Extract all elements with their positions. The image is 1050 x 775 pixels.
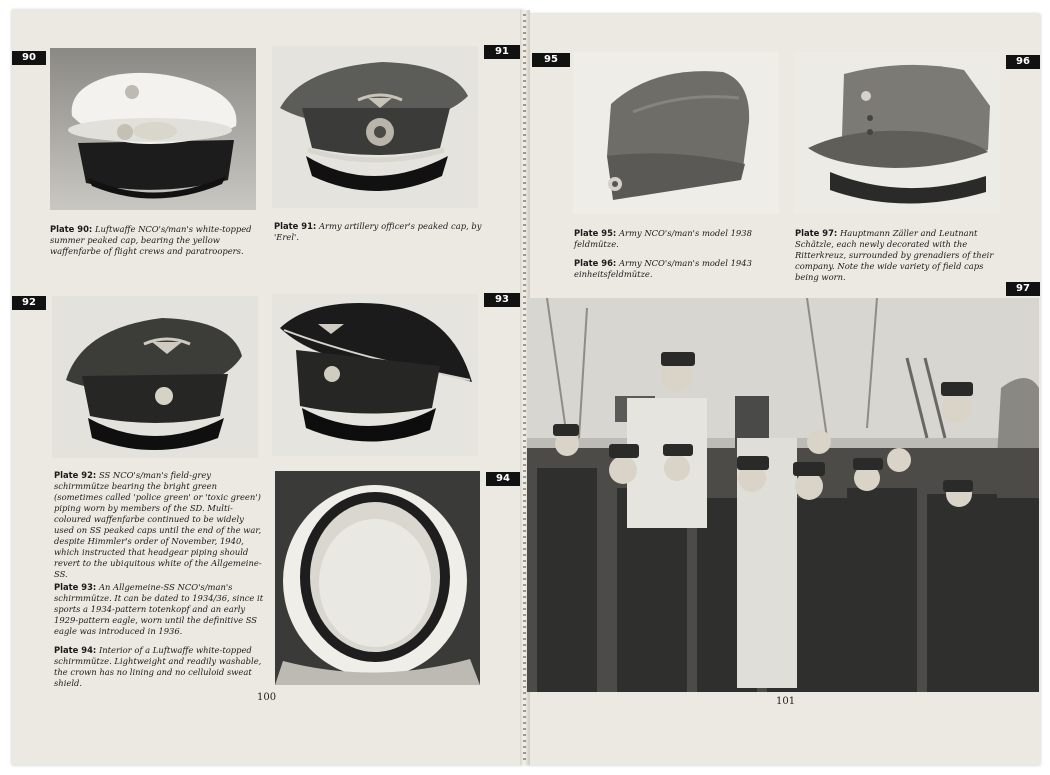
- plate-93-photo: [272, 294, 478, 456]
- caption-text: Army artillery officer's peaked cap, by 'Erel'.: [274, 221, 482, 242]
- caption-text: Hauptmann Zäller and Leutnant Schätzle, each newly decorated with the Ritterkreuz, surrounded by grenadiers of their company. Note the wide variety of field caps being worn.: [795, 228, 994, 282]
- caption-label: Plate 96:: [574, 258, 617, 268]
- plate-number-tag: 91: [484, 45, 520, 59]
- plate-number-tag: 92: [12, 296, 46, 310]
- caption-label: Plate 91:: [274, 221, 317, 231]
- plate-90-caption: [50, 224, 260, 265]
- plate-number-tag: 90: [12, 51, 46, 65]
- plate-93-94-captions: [54, 582, 264, 697]
- caption-label: Plate 94:: [54, 645, 97, 655]
- plate-91-caption: [274, 221, 484, 251]
- plate-91-photo: [272, 46, 478, 208]
- page-number: 101: [776, 696, 796, 707]
- caption-label: Plate 90:: [50, 224, 93, 234]
- caption-text: SS NCO's/man's field-grey schirmmütze bearing the bright green (sometimes called 'police green' or 'toxic green') piping worn by members of the SD. Multi-coloured waffenfarbe continued to be widely used on SS peaked caps until the end of the war, despite Himmler's order of November, 1940, which instructed that headgear piping should revert to the ubiquitous white of the Allgemeine-SS.: [54, 470, 262, 579]
- spine-binding: [523, 14, 526, 762]
- plate-95-96-captions: [574, 228, 784, 288]
- caption-text: An Allgemeine-SS NCO's/man's schirmmütze. It can be dated to 1934/36, since it sports a 1934-pattern totenkopf and an early 1929-pattern eagle, worn until the definitive SS eagle was introduced in 1936.: [54, 582, 264, 636]
- plate-92-caption: [54, 470, 262, 588]
- plate-95-photo: [573, 52, 779, 214]
- plate-90-photo: [50, 48, 256, 210]
- plate-94-photo: [275, 471, 480, 685]
- caption-text: Army NCO's/man's model 1938 feldmütze.: [574, 228, 752, 249]
- plate-number-tag: 95: [532, 53, 570, 67]
- caption-label: Plate 93:: [54, 582, 97, 592]
- plate-number-tag: 94: [486, 472, 520, 486]
- caption-label: Plate 95:: [574, 228, 617, 238]
- caption-text: Luftwaffe NCO's/man's white-topped summer peaked cap, bearing the yellow waffenfarbe of flight crews and paratroopers.: [50, 224, 252, 256]
- plate-92-photo: [52, 296, 258, 458]
- plate-96-photo: [794, 52, 1000, 214]
- caption-label: Plate 92:: [54, 470, 97, 480]
- plate-97-caption: [795, 228, 1005, 291]
- page-number: 100: [257, 692, 277, 703]
- plate-number-tag: 93: [484, 293, 520, 307]
- plate-number-tag: 96: [1006, 55, 1040, 69]
- plate-number-tag: 97: [1006, 282, 1040, 296]
- caption-text: Army NCO's/man's model 1943 einheitsfeldmütze.: [574, 258, 752, 279]
- caption-text: Interior of a Luftwaffe white-topped schirmmütze. Lightweight and readily washable, the crown has no lining and no celluloid sweat shield.: [54, 645, 262, 688]
- caption-label: Plate 97:: [795, 228, 838, 238]
- plate-97-photo: [527, 298, 1039, 692]
